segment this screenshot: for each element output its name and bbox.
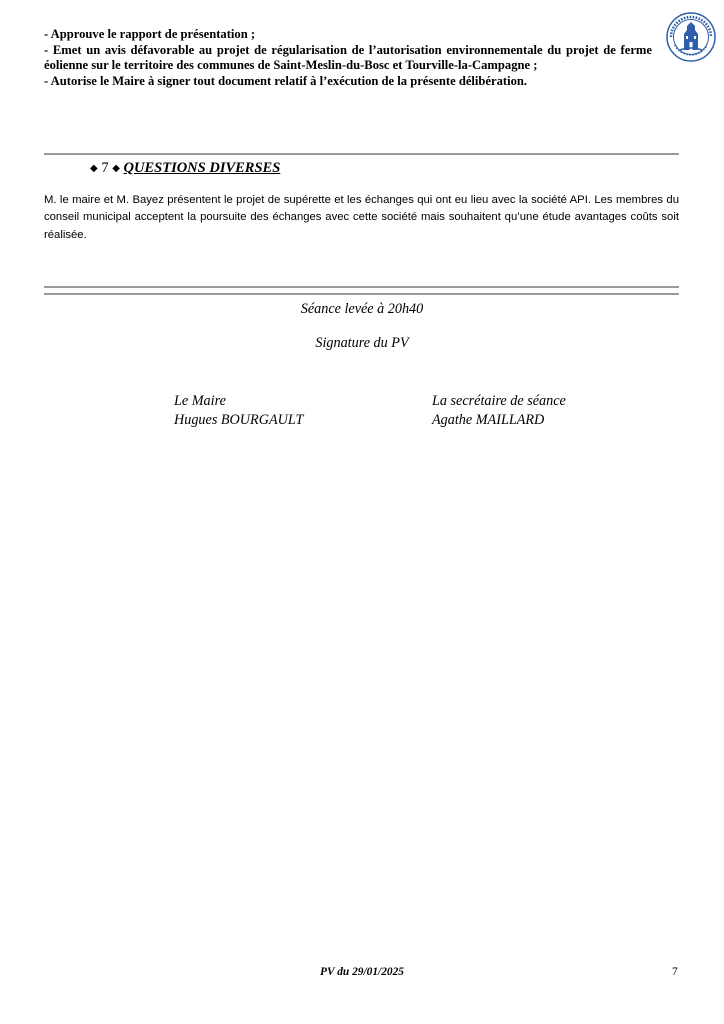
- signatory-name: Agathe MAILLARD: [432, 412, 545, 428]
- page-number: 7: [672, 966, 678, 978]
- seance-closing-text: Séance levée à 20h40: [300, 301, 424, 317]
- diamond-bullet-icon: ◆: [90, 163, 98, 174]
- signatory-role: La secrétaire de séance: [432, 393, 566, 409]
- signatory-name: Hugues BOURGAULT: [174, 412, 304, 428]
- closing-divider-top: [44, 286, 679, 288]
- section-number: 7: [101, 160, 109, 176]
- closing-divider-bottom: [44, 293, 679, 295]
- diamond-bullet-icon: ◆: [112, 163, 120, 174]
- signatory-right: [432, 392, 566, 430]
- signatory-left: [174, 392, 303, 430]
- section-body-text: M. le maire et M. Bayez présentent le projet de supérette et les échanges qui ont eu lieu avec la société API. Les membres du conseil municipal acceptent la poursuite des échanges avec cette société mais souhaitent qu’une étude avantages coûts soit réalisée.: [44, 194, 679, 241]
- decision-item: - Approuve le rapport de présentation ;: [44, 27, 256, 41]
- section-divider: [44, 153, 679, 155]
- section-heading: [90, 160, 280, 177]
- decision-item: - Autorise le Maire à signer tout document relatif à l’exécution de la présente délibération.: [44, 73, 528, 88]
- footer-label: PV du 29/01/2025: [320, 966, 404, 978]
- signature-heading: Signature du PV: [315, 335, 409, 351]
- municipal-seal-icon: [666, 12, 716, 62]
- section-title: QUESTIONS DIVERSES: [123, 160, 281, 176]
- signatory-role: Le Maire: [174, 393, 226, 409]
- decision-list: [44, 27, 652, 89]
- decision-item: - Emet un avis défavorable au projet de régularisation de l’autorisation environnementale du projet de ferme éolienne sur le territoire des communes de Saint-Meslin-du-Bosc et Tourville-la-Campagne ;: [44, 42, 652, 73]
